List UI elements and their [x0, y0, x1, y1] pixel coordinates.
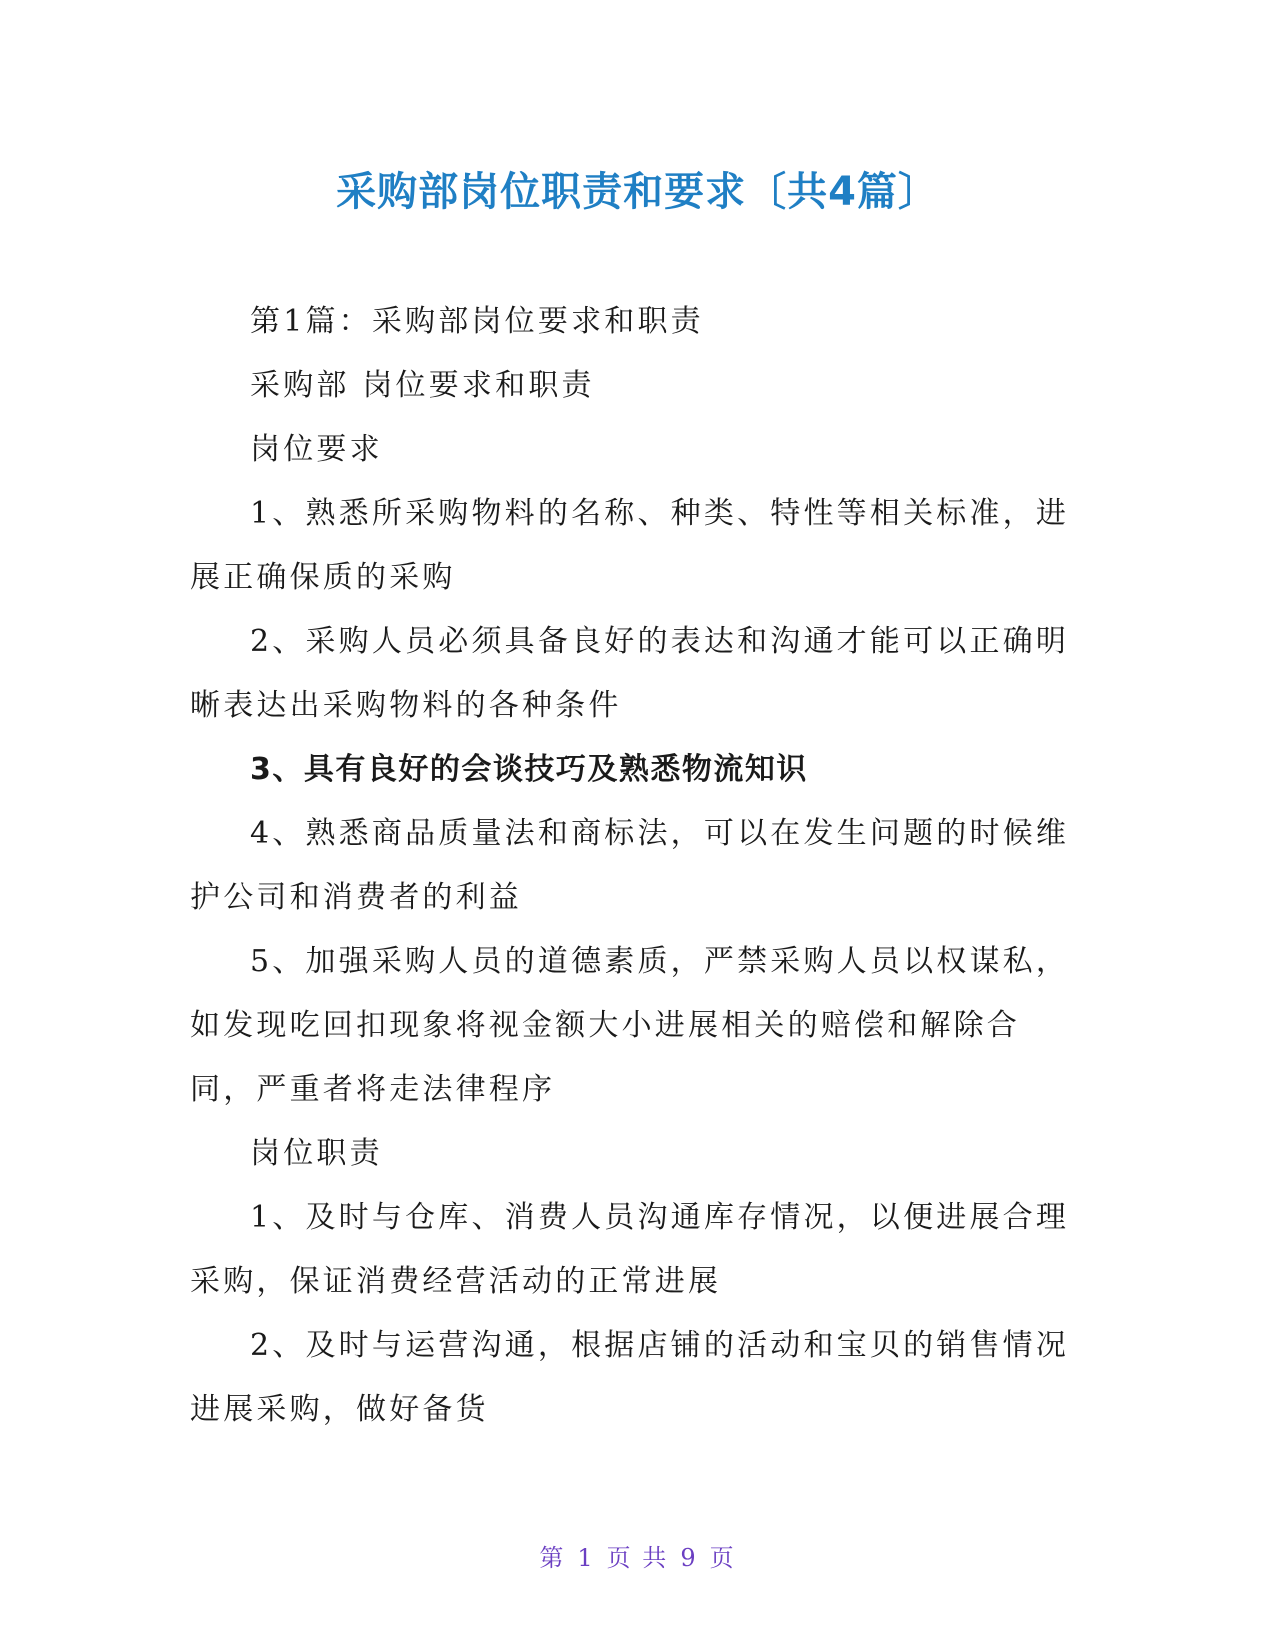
document-title: 采购部岗位职责和要求〔共4篇〕	[336, 169, 939, 215]
paragraph: 5、加强采购人员的道德素质，严禁采购人员以权谋私，如发现吃回扣现象将视金额大小进展相关的赔偿和解除合同，严重者将走法律程序	[190, 944, 1070, 1107]
footer-suffix: 页	[709, 1544, 736, 1572]
footer-middle: 页 共	[606, 1544, 669, 1572]
footer-total-pages: 9	[680, 1544, 698, 1572]
section-heading: 岗位职责	[250, 1136, 383, 1171]
paragraph: 2、及时与运营沟通，根据店铺的活动和宝贝的销售情况进展采购，做好备货	[190, 1328, 1070, 1427]
section-heading: 岗位要求	[250, 432, 383, 467]
paragraph: 1、熟悉所采购物料的名称、种类、特性等相关标准，进展正确保质的采购	[190, 496, 1070, 595]
paragraph: 2、采购人员必须具备良好的表达和沟通才能可以正确明晰表达出采购物料的各种条件	[190, 624, 1070, 723]
paragraph-bold: 3、具有良好的会谈技巧及熟悉物流知识	[250, 752, 808, 787]
paragraph: 第1篇：采购部岗位要求和职责	[250, 304, 704, 339]
footer-prefix: 第	[539, 1544, 566, 1572]
footer-current-page: 1	[577, 1544, 595, 1572]
paragraph: 4、熟悉商品质量法和商标法，可以在发生问题的时候维护公司和消费者的利益	[190, 816, 1070, 915]
paragraph: 采购部 岗位要求和职责	[250, 368, 595, 403]
paragraph: 1、及时与仓库、消费人员沟通库存情况，以便进展合理采购，保证消费经营活动的正常进展	[190, 1200, 1070, 1299]
document-body	[190, 290, 1070, 1442]
page-footer	[0, 1538, 1275, 1573]
